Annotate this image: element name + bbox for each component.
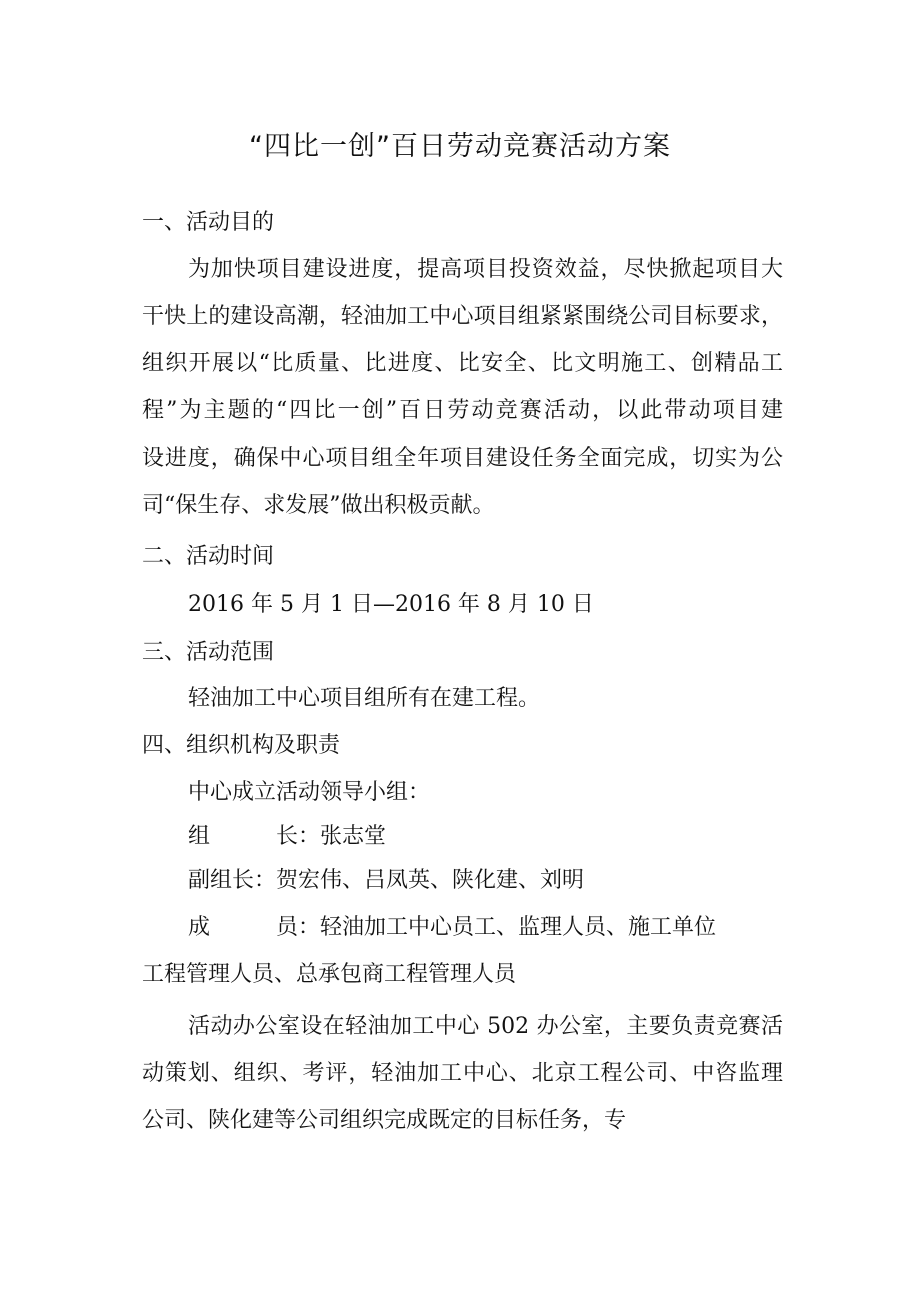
paragraph-line: 为加快项目建设进度，提高项目投资效益，尽快掀起项目大: [188, 257, 783, 282]
members-line-continued: 工程管理人员、总承包商工程管理人员: [142, 962, 517, 987]
paragraph-line: 组织开展以“比质量、比进度、比安全、比文明施工、创精品工: [142, 351, 783, 376]
paragraph-line: 中心成立活动领导小组：: [188, 780, 431, 805]
paragraph-line: 动策划、组织、考评，轻油加工中心、北京工程公司、中咨监理: [142, 1061, 783, 1086]
paragraph-line: 司“保生存、求发展”做出积极贡献。: [142, 493, 495, 518]
document-title: “四比一创”百日劳动竞赛活动方案: [249, 131, 671, 162]
paragraph-line: 公司、陕化建等公司组织完成既定的目标任务，专: [142, 1108, 627, 1133]
section-heading-organization: 四、组织机构及职责: [142, 733, 341, 758]
paragraph-line: 活动办公室设在轻油加工中心 502 办公室，主要负责竞赛活: [188, 1014, 783, 1039]
section-heading-scope: 三、活动范围: [142, 640, 275, 665]
members-line: 成 员：轻油加工中心员工、监理人员、施工单位: [188, 915, 717, 940]
paragraph-line: 轻油加工中心项目组所有在建工程。: [188, 686, 541, 711]
paragraph-line: 干快上的建设高潮，轻油加工中心项目组紧紧围绕公司目标要求，: [142, 304, 783, 329]
leader-line: 组 长：张志堂: [188, 824, 387, 849]
section-heading-time: 二、活动时间: [142, 544, 275, 569]
paragraph-line: 程”为主题的“四比一创”百日劳动竞赛活动，以此带动项目建: [142, 398, 783, 423]
activity-dates: 2016 年 5 月 1 日—2016 年 8 月 10 日: [188, 592, 594, 617]
section-heading-purpose: 一、活动目的: [142, 210, 275, 235]
paragraph-line: 设进度，确保中心项目组全年项目建设任务全面完成，切实为公: [142, 446, 783, 471]
deputy-leaders-line: 副组长：贺宏伟、吕凤英、陕化建、刘明: [188, 868, 585, 893]
